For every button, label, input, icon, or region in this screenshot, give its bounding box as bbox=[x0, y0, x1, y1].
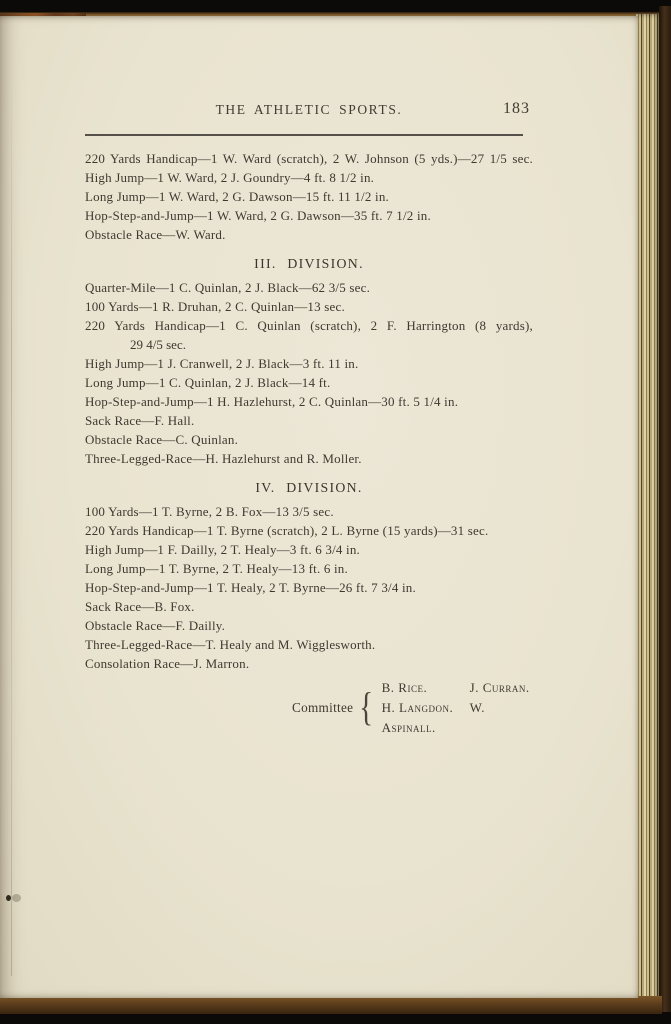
page-crease bbox=[11, 76, 12, 976]
committee-block bbox=[292, 678, 533, 738]
background-bottom bbox=[0, 1014, 671, 1024]
committee-member: B. Rice. bbox=[381, 680, 428, 695]
result-entry: High Jump—1 F. Dailly, 2 T. Healy—3 ft. 6 3/4 in. bbox=[85, 542, 361, 557]
book-cover-bottom-edge bbox=[0, 996, 662, 1016]
book-cover-right-edge bbox=[659, 6, 671, 1012]
page-number: 183 bbox=[503, 100, 530, 117]
running-header bbox=[85, 102, 533, 121]
committee-row bbox=[382, 698, 533, 738]
division-heading: IV. DIVISION. bbox=[255, 480, 363, 495]
committee-label: Committee bbox=[292, 700, 354, 715]
result-entry: Long Jump—1 W. Ward, 2 G. Dawson—15 ft. 11 1/2 in. bbox=[85, 189, 389, 204]
result-entry: Three-Legged-Race—T. Healy and M. Wigglesworth. bbox=[85, 637, 376, 652]
result-entry: Long Jump—1 T. Byrne, 2 T. Healy—13 ft. 6 in. bbox=[85, 561, 348, 576]
results-section bbox=[85, 478, 533, 673]
results-section bbox=[85, 149, 533, 244]
committee-member: W. Aspinall. bbox=[381, 700, 485, 735]
result-entry: Obstacle Race—C. Quinlan. bbox=[85, 432, 239, 447]
result-entry: Quarter-Mile—1 C. Quinlan, 2 J. Black—62 3/5 sec. bbox=[85, 280, 371, 295]
result-entry: Consolation Race—J. Marron. bbox=[85, 656, 250, 671]
result-entry: Sack Race—F. Hall. bbox=[85, 413, 195, 428]
result-entry: 100 Yards—1 R. Druhan, 2 C. Quinlan—13 sec. bbox=[85, 299, 345, 314]
committee-member: J. Curran. bbox=[469, 680, 530, 695]
ink-speck bbox=[6, 895, 11, 901]
result-entry: Obstacle Race—F. Dailly. bbox=[85, 618, 226, 633]
results-section bbox=[85, 254, 533, 468]
result-entry: High Jump—1 W. Ward, 2 J. Goundry—4 ft. 8 1/2 in. bbox=[85, 170, 375, 185]
result-entry: Sack Race—B. Fox. bbox=[85, 599, 195, 614]
results-content bbox=[85, 149, 533, 673]
result-entry: Obstacle Race—W. Ward. bbox=[85, 227, 226, 242]
committee-names bbox=[382, 678, 533, 738]
result-entry: Hop-Step-and-Jump—1 H. Hazlehurst, 2 C. Quinlan—30 ft. 5 1/4 in. bbox=[85, 394, 459, 409]
result-entry: 220 Yards Handicap—1 C. Quinlan (scratch), 2 F. Harrington (8 yards), bbox=[85, 318, 533, 333]
book-page bbox=[0, 16, 638, 998]
page-title: THE ATHLETIC SPORTS. bbox=[215, 102, 403, 117]
brace-glyph: { bbox=[359, 685, 374, 730]
committee-row bbox=[382, 678, 533, 698]
result-entry: 220 Yards Handicap—1 T. Byrne (scratch), 2 L. Byrne (15 yards)—31 sec. bbox=[85, 523, 489, 538]
result-entry: 100 Yards—1 T. Byrne, 2 B. Fox—13 3/5 sec. bbox=[85, 504, 334, 519]
division-heading: III. DIVISION. bbox=[254, 256, 364, 271]
committee-member: H. Langdon. bbox=[381, 700, 454, 715]
page-text-block bbox=[85, 16, 533, 738]
result-entry-continuation: 29 4/5 sec. bbox=[130, 337, 186, 352]
result-entry: Hop-Step-and-Jump—1 T. Healy, 2 T. Byrne—26 ft. 7 3/4 in. bbox=[85, 580, 416, 595]
result-entry: Three-Legged-Race—H. Hazlehurst and R. Moller. bbox=[85, 451, 362, 466]
ink-speck bbox=[12, 894, 21, 902]
result-entry: High Jump—1 J. Cranwell, 2 J. Black—3 ft. 11 in. bbox=[85, 356, 359, 371]
result-entry: Long Jump—1 C. Quinlan, 2 J. Black—14 ft. bbox=[85, 375, 331, 390]
result-entry: 220 Yards Handicap—1 W. Ward (scratch), 2 W. Johnson (5 yds.)—27 1/5 sec. bbox=[85, 151, 533, 166]
result-entry: Hop-Step-and-Jump—1 W. Ward, 2 G. Dawson—35 ft. 7 1/2 in. bbox=[85, 208, 431, 223]
header-rule bbox=[85, 134, 523, 136]
